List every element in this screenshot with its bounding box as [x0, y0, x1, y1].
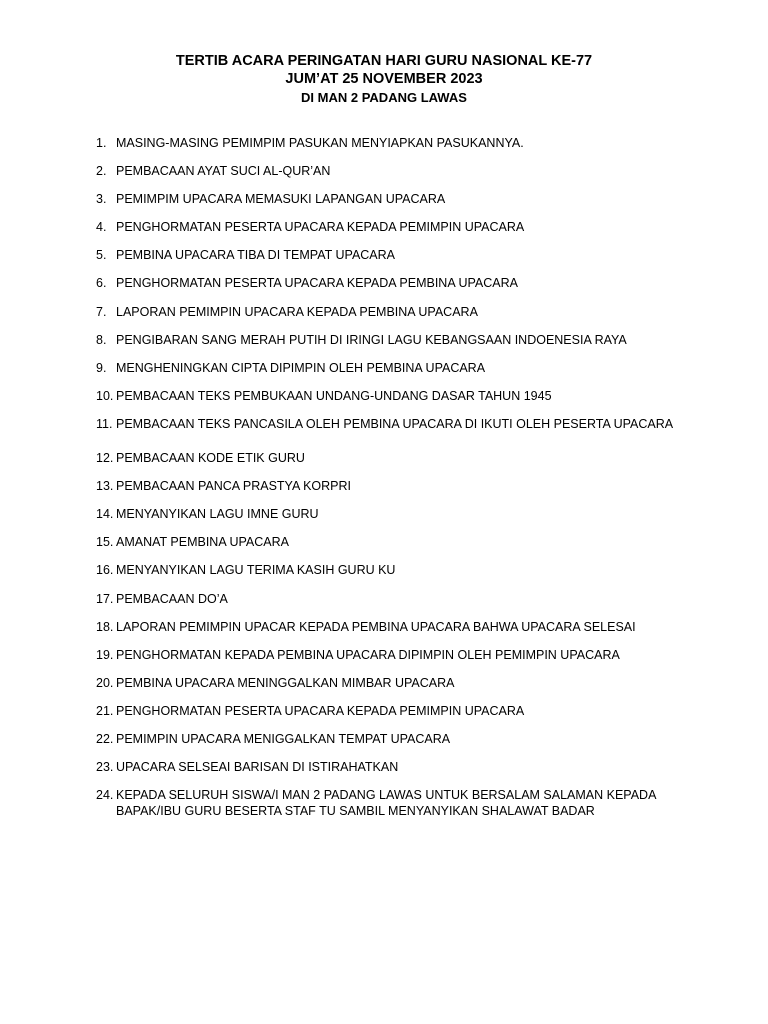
item-text: PEMBACAAN TEKS PEMBUKAAN UNDANG-UNDANG DASAR TAHUN 1945: [116, 388, 552, 403]
list-item: [96, 135, 696, 151]
list-item: [96, 703, 696, 719]
item-number: 17.: [96, 591, 114, 606]
list-item: [96, 450, 696, 466]
list-item: [96, 562, 696, 578]
item-number: 13.: [96, 479, 114, 494]
list-item: [96, 478, 696, 494]
item-number: 5.: [96, 248, 107, 263]
item-number: 18.: [96, 619, 114, 634]
item-text: MENGHENINGKAN CIPTA DIPIMPIN OLEH PEMBINA UPACARA: [116, 360, 486, 375]
item-number: 23.: [96, 760, 114, 775]
item-number: 12.: [96, 451, 114, 466]
list-item: [96, 759, 696, 775]
item-number: 19.: [96, 647, 114, 662]
item-number: 11.: [96, 416, 113, 431]
item-number: 14.: [96, 507, 114, 522]
list-item: [96, 275, 696, 291]
item-text: PENGHORMATAN PESERTA UPACARA KEPADA PEMIMPIN UPACARA: [116, 220, 525, 235]
item-number: 6.: [96, 276, 107, 291]
item-number: 20.: [96, 675, 114, 690]
item-text: PEMBACAAN TEKS PANCASILA OLEH PEMBINA UPACARA DI IKUTI OLEH PESERTA UPACARA: [116, 416, 674, 431]
item-text: PEMBACAAN KODE ETIK GURU: [116, 451, 305, 466]
list-item: [96, 191, 696, 207]
item-number: 24.: [96, 788, 114, 803]
item-text: PENGHORMATAN KEPADA PEMBINA UPACARA DIPIMPIN OLEH PEMIMPIN UPACARA: [116, 647, 620, 662]
list-item: [96, 219, 696, 235]
item-text: PEMBINA UPACARA TIBA DI TEMPAT UPACARA: [116, 248, 396, 263]
item-number: 22.: [96, 731, 114, 746]
item-number: 16.: [96, 563, 114, 578]
item-number: 7.: [96, 304, 107, 319]
item-text: PEMIMPIM UPACARA MEMASUKI LAPANGAN UPACARA: [116, 192, 446, 207]
item-number: 21.: [96, 703, 114, 718]
item-text: PENGHORMATAN PESERTA UPACARA KEPADA PEMIMPIN UPACARA: [116, 703, 525, 718]
list-item: [96, 591, 696, 607]
item-number: 2.: [96, 164, 107, 179]
item-text: PEMBINA UPACARA MENINGGALKAN MIMBAR UPACARA: [116, 675, 455, 690]
list-item: [96, 647, 696, 663]
item-text: PEMBACAAN DO’A: [116, 591, 228, 606]
item-text: PEMIMPIN UPACARA MENIGGALKAN TEMPAT UPACARA: [116, 731, 451, 746]
document-header: [0, 52, 768, 108]
item-text: KEPADA SELURUH SISWA/I MAN 2 PADANG LAWAS UNTUK BERSALAM SALAMAN KEPADA BAPAK/IBU GURU BESERTA STAF TU SAMBIL MENYANYIKAN SHALAWAT BADAR: [116, 788, 656, 819]
document-date: JUM’AT 25 NOVEMBER 2023: [285, 71, 483, 87]
document-location: DI MAN 2 PADANG LAWAS: [301, 90, 467, 105]
item-text: PENGIBARAN SANG MERAH PUTIH DI IRINGI LAGU KEBANGSAAN INDOENESIA RAYA: [116, 332, 627, 347]
list-item: [96, 787, 696, 819]
list-item: [96, 731, 696, 747]
agenda-list: [96, 135, 696, 831]
document-title: TERTIB ACARA PERINGATAN HARI GURU NASIONAL KE-77: [175, 53, 593, 69]
item-number: 10.: [96, 388, 114, 403]
list-item: [96, 619, 696, 635]
list-item: [96, 163, 696, 179]
item-text: PEMBACAAN PANCA PRASTYA KORPRI: [116, 479, 352, 494]
list-item: [96, 388, 696, 404]
list-item: [96, 416, 696, 438]
item-text: PEMBACAAN AYAT SUCI AL-QUR’AN: [116, 164, 331, 179]
item-text: LAPORAN PEMIMPIN UPACAR KEPADA PEMBINA UPACARA BAHWA UPACARA SELESAI: [116, 619, 636, 634]
list-item: [96, 247, 696, 263]
item-number: 9.: [96, 360, 107, 375]
item-text: MENYANYIKAN LAGU IMNE GURU: [116, 507, 319, 522]
list-item: [96, 675, 696, 691]
item-text: MENYANYIKAN LAGU TERIMA KASIH GURU KU: [116, 563, 396, 578]
list-item: [96, 360, 696, 376]
list-item: [96, 304, 696, 320]
item-number: 3.: [96, 192, 107, 207]
item-text: MASING-MASING PEMIMPIM PASUKAN MENYIAPKAN PASUKANNYA.: [116, 136, 524, 150]
list-item: [96, 534, 696, 550]
item-text: UPACARA SELSEAI BARISAN DI ISTIRAHATKAN: [116, 760, 399, 775]
item-number: 15.: [96, 535, 114, 550]
item-text: LAPORAN PEMIMPIN UPACARA KEPADA PEMBINA UPACARA: [116, 304, 478, 319]
item-number: 4.: [96, 220, 107, 235]
list-item: [96, 332, 696, 348]
item-number: 1.: [96, 136, 107, 150]
list-item: [96, 506, 696, 522]
item-number: 8.: [96, 332, 107, 347]
item-text: PENGHORMATAN PESERTA UPACARA KEPADA PEMBINA UPACARA: [116, 276, 518, 291]
item-text: AMANAT PEMBINA UPACARA: [116, 535, 289, 550]
